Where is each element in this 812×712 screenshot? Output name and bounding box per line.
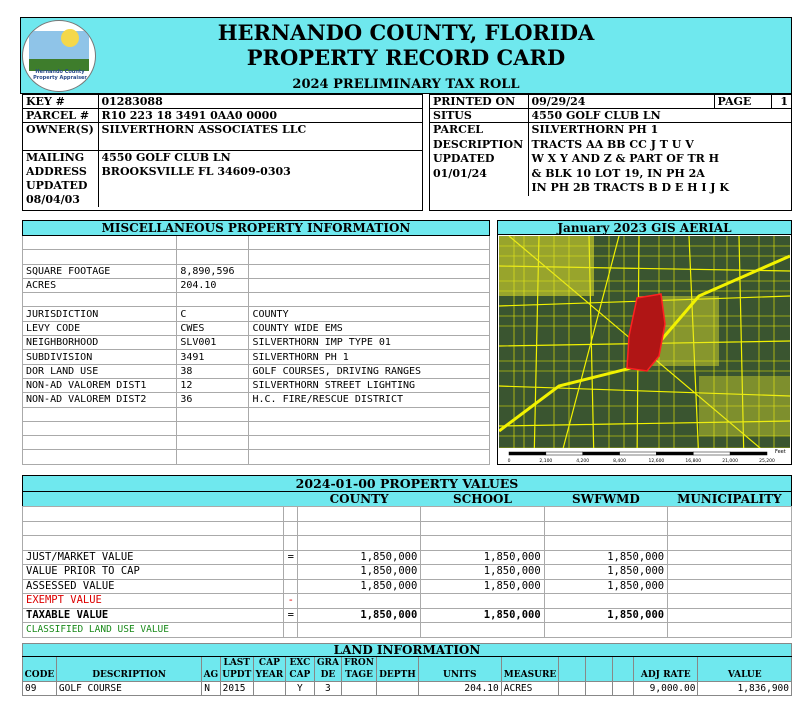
misc-field-code: SLV001 [177,336,249,350]
misc-title: MISCELLANEOUS PROPERTY INFORMATION [23,221,490,236]
value-cell: 1,850,000 [297,579,420,594]
scale-label: 25,200 [759,459,775,464]
address-label: ADDRESS [26,165,87,178]
gis-title: January 2023 GIS AERIAL [498,221,791,235]
land-cell: 2015 [220,682,253,696]
value-row [23,565,792,580]
value-cell: 1,850,000 [297,608,420,623]
scale-label: 2,100 [539,459,553,464]
value-row [23,550,792,565]
misc-field-label [23,450,177,464]
misc-field-code [177,421,249,435]
value-cell [297,536,420,551]
land-column-header: GRA DE [314,657,341,682]
printed-date: 09/29/24 [528,95,714,109]
value-cell [297,594,420,609]
land-row [23,682,792,696]
misc-field-desc [249,236,490,250]
misc-property-table [22,220,490,465]
misc-field-desc: SILVERTHORN STREET LIGHTING [249,378,490,392]
land-column-header: VALUE [698,657,792,682]
land-cell: 09 [23,682,57,696]
land-cell [253,682,285,696]
value-cell [297,623,420,638]
value-cell [544,536,667,551]
scale-label: 0 [507,459,511,464]
misc-field-label: DOR LAND USE [23,364,177,378]
value-column-header: SWFWMD [572,492,640,506]
value-cell [668,608,792,623]
misc-field-label [23,407,177,421]
key-value: 01283088 [101,95,163,108]
misc-field-label [23,250,177,264]
key-label: KEY # [23,95,98,109]
misc-field-label: NEIGHBORHOOD [23,336,177,350]
value-operator [283,623,297,638]
value-row [23,579,792,594]
value-row-label: ASSESSED VALUE [23,579,284,594]
misc-row [23,350,490,364]
value-cell: 1,850,000 [421,550,544,565]
misc-field-label: NON-AD VALOREM DIST1 [23,378,177,392]
misc-field-code [177,407,249,421]
land-cell: ACRES [501,682,559,696]
page-subtitle: PROPERTY RECORD CARD [246,45,566,70]
value-row [23,521,792,536]
land-column-header: CODE [23,657,57,682]
land-cell [613,682,634,696]
value-cell: 1,850,000 [544,550,667,565]
parcel-label: PARCEL # [23,109,98,123]
value-operator [283,536,297,551]
misc-field-desc: SILVERTHORN IMP TYPE 01 [249,336,490,350]
scale-segment [583,452,620,455]
updated-label: UPDATED [26,179,88,192]
land-cell: Y [285,682,314,696]
value-cell [421,594,544,609]
legal-desc-line: TRACTS AA BB CC J T U V [531,137,694,151]
land-cell: 9,000.00 [634,682,698,696]
value-row-label: JUST/MARKET VALUE [23,550,284,565]
value-column-header: MUNICIPALITY [677,492,782,506]
value-row [23,608,792,623]
legal-desc-line: W X Y AND Z & PART OF TR H [531,152,720,165]
land-column-header: DESCRIPTION [56,657,201,682]
misc-field-desc [249,407,490,421]
land-column-header: LAST UPDT [220,657,253,682]
misc-field-desc [249,278,490,292]
value-cell [668,536,792,551]
legal-desc-line: SILVERTHORN PH 1 [531,123,659,136]
desc-updated-date: 01/01/24 [433,166,487,180]
misc-field-label: LEVY CODE [23,321,177,335]
scale-unit: Feet [775,449,786,455]
legal-desc-line: & BLK 10 LOT 19, IN PH 2A [531,166,705,180]
scale-segment [693,452,730,455]
value-cell: 1,850,000 [421,579,544,594]
value-cell [668,579,792,594]
scale-label: 21,000 [722,459,739,464]
misc-field-label [23,421,177,435]
misc-field-desc [249,293,490,307]
value-row-label [23,507,284,522]
values-title: 2024-01-00 PROPERTY VALUES [23,476,792,492]
misc-row [23,378,490,392]
mailing-label: MAILING [26,151,85,164]
misc-row [23,436,490,450]
value-cell: 1,850,000 [544,565,667,580]
misc-field-label: NON-AD VALOREM DIST2 [23,393,177,407]
misc-field-label [23,293,177,307]
scale-segment [656,452,693,455]
value-operator: - [283,594,297,609]
value-cell [544,623,667,638]
property-values-table [22,475,792,638]
land-column-header [559,657,586,682]
value-cell [421,536,544,551]
misc-row [23,421,490,435]
scale-label: 4,200 [576,459,590,464]
page-title: HERNANDO COUNTY, FLORIDA [217,20,595,45]
value-cell [668,594,792,609]
misc-field-code [177,450,249,464]
owner-value: SILVERTHORN ASSOCIATES LLC [101,123,307,136]
misc-field-desc: COUNTY WIDE EMS [249,321,490,335]
misc-field-desc [249,250,490,264]
misc-field-code: 8,890,596 [177,264,249,278]
land-column-header: EXC CAP [285,657,314,682]
value-cell [297,521,420,536]
value-cell [421,623,544,638]
value-cell [544,594,667,609]
value-operator [283,579,297,594]
value-cell [668,623,792,638]
scale-label: 12,600 [648,459,665,464]
misc-field-label: JURISDICTION [23,307,177,321]
value-row-label: VALUE PRIOR TO CAP [23,565,284,580]
printed-label: PRINTED ON [430,95,528,109]
parcel-value: R10 223 18 3491 0AA0 0000 [101,109,277,122]
value-row-label [23,521,284,536]
page-number: 1 [780,95,788,108]
misc-field-code [177,293,249,307]
misc-field-desc: GOLF COURSES, DRIVING RANGES [249,364,490,378]
misc-row [23,393,490,407]
value-cell [421,507,544,522]
land-column-header: AG [202,657,220,682]
misc-field-desc: SILVERTHORN PH 1 [249,350,490,364]
misc-field-code [177,250,249,264]
misc-field-label [23,236,177,250]
misc-field-code: 38 [177,364,249,378]
misc-field-desc [249,450,490,464]
value-column-header: COUNTY [329,492,389,506]
county-logo: Hernando County Property Appraiser [22,20,96,92]
value-cell [668,565,792,580]
land-column-header: MEASURE [501,657,559,682]
value-cell [668,507,792,522]
value-row [23,594,792,609]
misc-field-code: 3491 [177,350,249,364]
situs-label: SITUS [430,109,528,123]
land-column-header: UNITS [418,657,501,682]
misc-row [23,450,490,464]
value-row-label: TAXABLE VALUE [23,608,284,623]
owner-label: OWNER(S) [23,123,98,151]
land-cell [341,682,376,696]
misc-row [23,236,490,250]
misc-field-desc: H.C. FIRE/RESCUE DISTRICT [249,393,490,407]
value-cell [544,521,667,536]
misc-row [23,364,490,378]
page-label: PAGE [714,95,771,109]
value-operator [283,507,297,522]
value-cell: 1,850,000 [544,608,667,623]
aerial-map-image [499,236,790,464]
misc-field-label [23,436,177,450]
scale-segment [509,452,546,455]
legal-desc-line: IN PH 2B TRACTS B D E H I J K [531,181,729,194]
misc-row [23,407,490,421]
value-row [23,536,792,551]
value-cell: 1,850,000 [421,565,544,580]
value-cell: 1,850,000 [297,550,420,565]
land-cell: 1,836,900 [698,682,792,696]
scale-segment [730,452,767,455]
land-cell: 204.10 [418,682,501,696]
land-cell: N [202,682,220,696]
land-cell [377,682,419,696]
misc-row [23,264,490,278]
value-cell: 1,850,000 [421,608,544,623]
desc-updated-label: UPDATED [433,152,495,165]
land-cell [586,682,613,696]
misc-field-desc [249,264,490,278]
value-row [23,507,792,522]
value-row-label: EXEMPT VALUE [23,594,284,609]
value-operator: = [283,608,297,623]
misc-field-desc [249,421,490,435]
misc-row [23,250,490,264]
misc-field-code: C [177,307,249,321]
value-cell [297,507,420,522]
value-row-label [23,536,284,551]
land-cell: 3 [314,682,341,696]
misc-field-label: SQUARE FOOTAGE [23,264,177,278]
value-row [23,623,792,638]
misc-field-code: 204.10 [177,278,249,292]
value-cell [544,507,667,522]
misc-row [23,307,490,321]
land-cell: GOLF COURSE [56,682,201,696]
value-cell: 1,850,000 [544,579,667,594]
value-column-header: SCHOOL [453,492,512,506]
mail-line-1: 4550 GOLF CLUB LN [101,151,231,164]
scale-segment [546,452,583,455]
value-operator [283,521,297,536]
description-label: DESCRIPTION [433,137,524,151]
parcel-info-box [429,94,792,211]
misc-row [23,321,490,335]
owner-info-box [22,94,423,211]
tax-roll-label: 2024 PRELIMINARY TAX ROLL [292,77,520,92]
mail-line-2: BROOKSVILLE FL 34609-0303 [101,165,291,178]
misc-field-code: 12 [177,378,249,392]
land-column-header: FRON TAGE [341,657,376,682]
misc-field-desc [249,436,490,450]
value-row-label: CLASSIFIED LAND USE VALUE [23,623,284,638]
scale-label: 16,800 [685,459,702,464]
land-cell [559,682,586,696]
misc-field-desc: COUNTY [249,307,490,321]
land-column-header [586,657,613,682]
land-column-header: ADJ RATE [634,657,698,682]
misc-field-code [177,236,249,250]
misc-field-label: SUBDIVISION [23,350,177,364]
land-column-header [613,657,634,682]
value-cell: 1,850,000 [297,565,420,580]
land-information-table [22,643,792,696]
parcel-desc-label: PARCEL [433,123,484,136]
land-column-header: DEPTH [377,657,419,682]
misc-field-label: ACRES [23,278,177,292]
misc-row [23,336,490,350]
value-cell [668,521,792,536]
scale-segment [620,452,657,455]
misc-row [23,293,490,307]
misc-row [23,278,490,292]
value-cell [421,521,544,536]
situs-value: 4550 GOLF CLUB LN [531,109,661,122]
value-operator [283,565,297,580]
misc-field-code: CWES [177,321,249,335]
value-cell [668,550,792,565]
misc-field-code: 36 [177,393,249,407]
scale-label: 8,400 [613,459,627,464]
gis-aerial-panel [497,220,792,465]
land-title: LAND INFORMATION [23,644,792,657]
mailing-date: 08/04/03 [26,193,80,206]
misc-field-code [177,436,249,450]
land-column-header: CAP YEAR [253,657,285,682]
value-operator: = [283,550,297,565]
